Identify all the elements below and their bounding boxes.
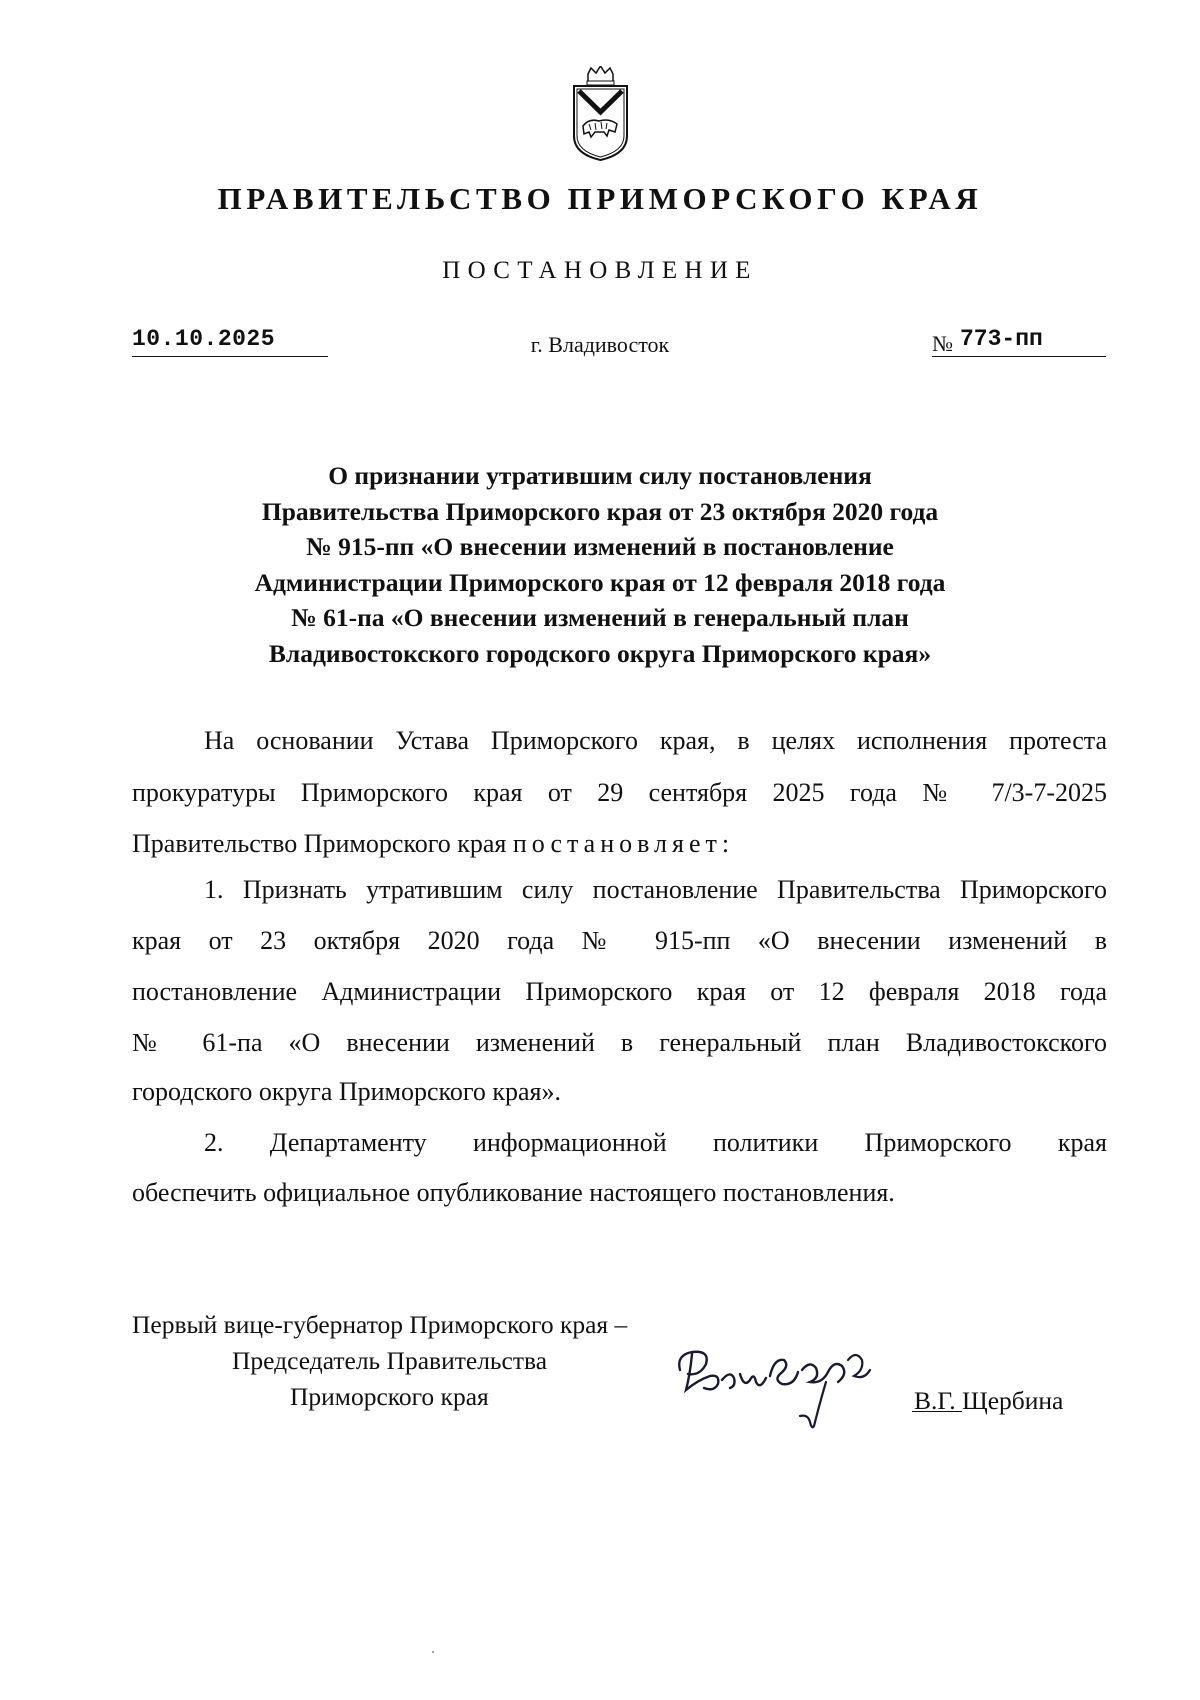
item2-line: 2. Департаменту информационной политики Приморского края	[204, 1128, 1107, 1157]
signatory-position-line: Первый вице-губернатор Приморского края –	[132, 1310, 628, 1339]
signatory-name: В.Г. Щербина	[914, 1386, 1064, 1415]
document-number-prefix: №	[932, 331, 953, 356]
preamble-text: Правительство Приморского края	[132, 829, 507, 858]
document-date: 10.10.2025	[132, 326, 276, 352]
preamble-line-final	[132, 829, 1107, 859]
signatory-position-line: Председатель Правительства	[232, 1346, 548, 1375]
handwritten-signature	[670, 1330, 900, 1440]
title-line: Владивостокского городского округа Приморского края»	[268, 638, 932, 668]
document-number: 773-пп	[960, 326, 1043, 352]
title-line: № 915-пп «О внесении изменений в постановление	[306, 532, 894, 561]
title-line: № 61-па «О внесении изменений в генеральный план	[291, 603, 909, 632]
title-line: Правительства Приморского края от 23 октября 2020 года	[261, 496, 939, 526]
number-underline	[932, 356, 1106, 357]
organization-title: ПРАВИТЕЛЬСТВО ПРИМОРСКОГО КРАЯ	[217, 181, 983, 216]
document-type: ПОСТАНОВЛЕНИЕ	[442, 257, 758, 284]
decree-word: постановляет:	[512, 829, 735, 858]
item1-line: 1. Признать утратившим силу постановление Правительства Приморского	[204, 875, 1107, 904]
preamble-line: прокуратуры Приморского края от 29 сентября 2025 года № 7/3-7-2025	[132, 778, 1107, 807]
document-place: г. Владивосток	[530, 332, 670, 357]
preamble-line: На основании Устава Приморского края, в целях исполнения протеста	[204, 726, 1107, 755]
document-title	[160, 458, 1040, 671]
item1-line: постановление Администрации Приморского края от 12 февраля 2018 года	[132, 977, 1107, 1006]
scan-speck	[432, 1651, 434, 1653]
title-line: Администрации Приморского края от 12 февраля 2018 года	[254, 567, 946, 597]
item1-line: края от 23 октября 2020 года № 915-пп «О внесении изменений в	[132, 926, 1107, 955]
title-line: О признании утратившим силу постановления	[328, 461, 872, 490]
coat-of-arms-emblem	[571, 66, 630, 162]
item1-line: городского округа Приморского края».	[132, 1077, 561, 1106]
item2-line: обеспечить официальное опубликование настоящего постановления.	[132, 1178, 895, 1207]
signatory-position-line: Приморского края	[290, 1382, 489, 1411]
signature-underline	[912, 1411, 962, 1412]
item1-line: № 61-па «О внесении изменений в генеральный план Владивостокского	[132, 1028, 1107, 1057]
